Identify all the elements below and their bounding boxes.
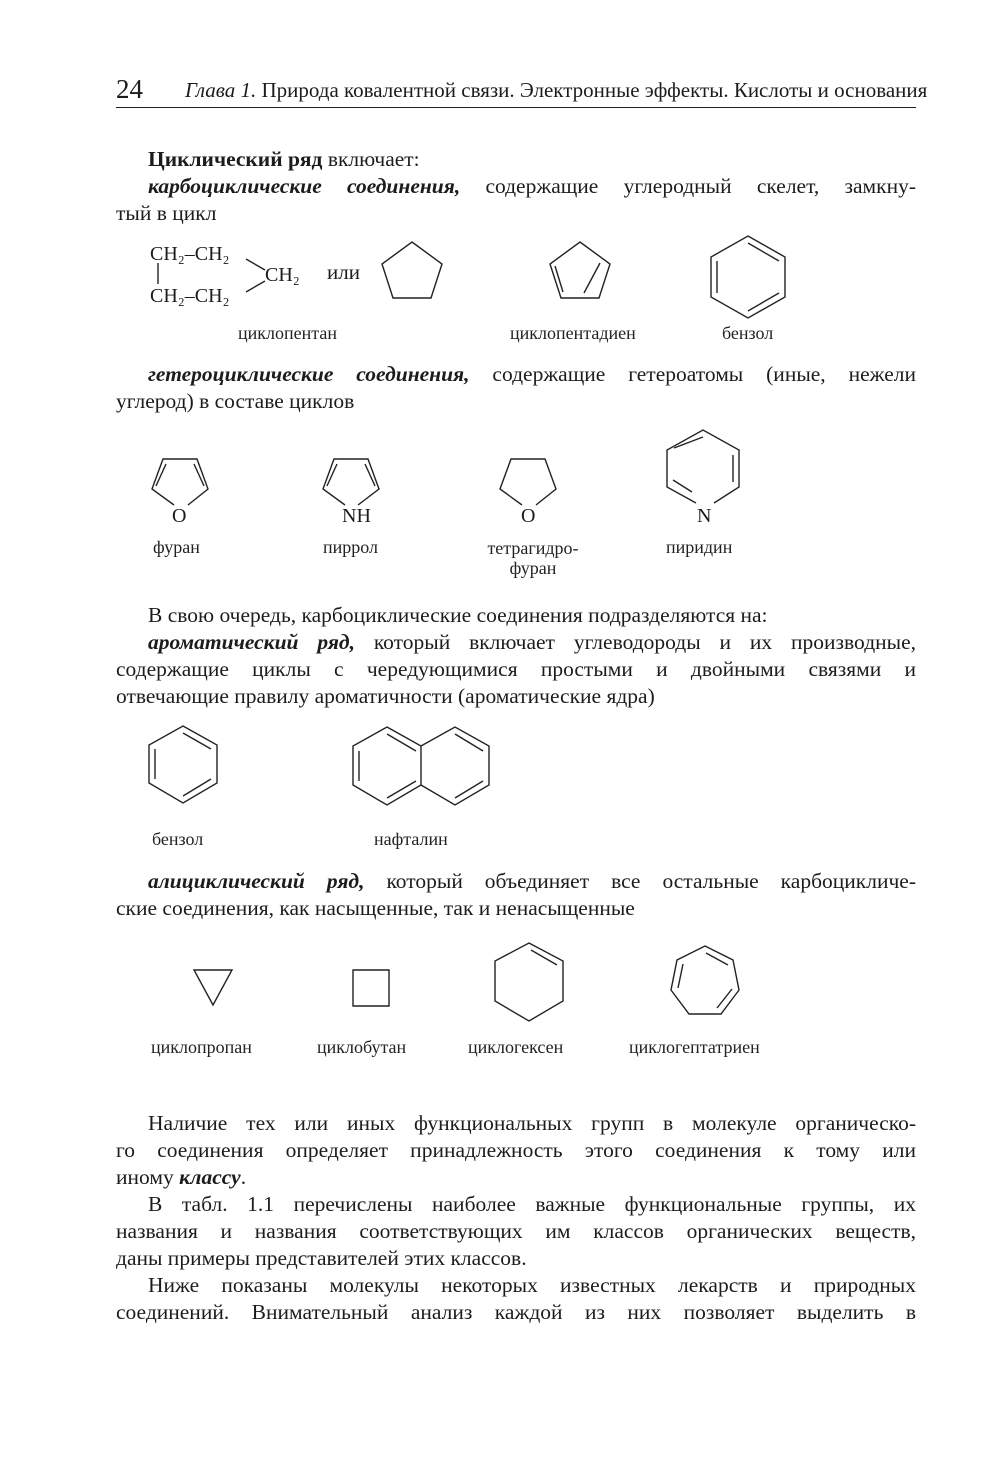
furan-o-label: O — [172, 505, 187, 527]
caption-naphthalene: нафталин — [374, 829, 448, 849]
caption-cyclobutane: циклобутан — [317, 1037, 407, 1057]
formula-right: CH₂ — [265, 264, 300, 286]
alicyclic-line2: ские соединения, как насыщенные, так и ненасыщенные — [116, 896, 635, 920]
heterocyclic-line2: углерод) в составе циклов — [116, 389, 355, 413]
caption-cyclopentane: циклопентан — [238, 323, 337, 343]
aromatic-line1: ароматический ряд, который включает углеводороды и их производные, — [148, 630, 916, 654]
naphthalene-structure — [353, 727, 489, 805]
thf-o-label: O — [521, 505, 536, 527]
alicyclic-line1: алициклический ряд, который объединяет все остальные карбоцикличе- — [148, 869, 916, 893]
below-line1: Ниже показаны молекулы некоторых известных лекарств и природных — [148, 1273, 916, 1297]
pyridine-n-label: N — [697, 505, 712, 527]
chapter-title: Природа ковалентной связи. Электронные эффекты. Кислоты и основания — [261, 78, 928, 102]
cyclobutane-ring — [353, 970, 389, 1006]
heterocyclic-line1: гетероциклические соединения, содержащие гетероатомы (иные, нежели — [148, 362, 916, 386]
or-word: или — [327, 260, 360, 284]
pyrrole-structure — [323, 459, 379, 527]
carbocyclic-term: карбоциклические соединения, — [148, 174, 461, 198]
carbocyclic-line2: тый в цикл — [116, 201, 217, 225]
subdivide-sentence: В свою очередь, карбоциклические соединения подразделяются на: — [148, 603, 768, 627]
cyclic-term: Циклический ряд — [148, 147, 323, 171]
pyridine-structure — [667, 430, 739, 527]
cycloheptatriene-structure — [671, 946, 739, 1014]
chapter-label: Глава 1. — [185, 78, 257, 102]
benzene-structure-top — [711, 236, 785, 318]
caption-cycloheptatriene: циклогептатриен — [629, 1037, 760, 1057]
functional-line1: Наличие тех или иных функциональных групп в молекуле органическо- — [148, 1111, 916, 1135]
caption-cyclohexene: циклогексен — [468, 1037, 564, 1057]
caption-benzene-top: бензол — [722, 323, 774, 343]
cyclopentane-ring — [382, 242, 442, 298]
caption-tetrahydrofuran: тетрагидро- фуран — [487, 538, 579, 578]
table-ref-line3: даны примеры представителей этих классов. — [116, 1246, 527, 1270]
caption-furan: фуран — [153, 537, 200, 557]
formula-bond-lower — [246, 281, 265, 292]
carbocyclic-line1: карбоциклические соединения, содержащие углеродный скелет, замкну- — [148, 174, 916, 198]
caption-cyclopropane: циклопропан — [151, 1037, 252, 1057]
heterocyclic-term: гетероциклические соединения, — [148, 362, 470, 386]
aromatic-line3: отвечающие правилу ароматичности (ароматические ядра) — [116, 684, 655, 708]
cyclopropane-ring — [194, 970, 232, 1005]
aromatic-line2: содержащие циклы с чередующимися простыми и двойными связями и — [116, 657, 916, 681]
caption-benzene-aromatic: бензол — [152, 829, 204, 849]
caption-pyrrole: пиррол — [323, 537, 379, 557]
caption-pyridine: пиридин — [666, 537, 733, 557]
aromatic-term: ароматический ряд, — [148, 630, 355, 654]
page-number: 24 — [116, 74, 143, 104]
table-ref-line1: В табл. 1.1 перечислены наиболее важные функциональные группы, их — [148, 1192, 916, 1216]
caption-cyclopentadiene: циклопентадиен — [510, 323, 636, 343]
furan-structure — [152, 459, 208, 527]
below-line2: соединений. Внимательный анализ каждой из них позволяет выделить в — [116, 1300, 916, 1324]
table-ref-line2: названия и названия соответствующих им классов органических веществ, — [116, 1219, 916, 1243]
class-term: классу — [179, 1165, 241, 1189]
cyclopentadiene-structure — [550, 242, 610, 298]
alicyclic-term: алициклический ряд, — [148, 869, 365, 893]
functional-line3: иному классу. — [116, 1165, 247, 1189]
pyrrole-nh-label: NH — [342, 505, 371, 527]
cyclohexene-structure — [495, 943, 563, 1021]
formula-bond-upper — [246, 259, 265, 270]
formula-top: CH₂–CH₂ — [150, 243, 230, 265]
cyclopentane-formula — [150, 243, 360, 307]
formula-bottom: CH₂–CH₂ — [150, 285, 230, 307]
tetrahydrofuran-structure — [500, 459, 556, 527]
functional-line2: го соединения определяет принадлежность этого соединения к тому или — [116, 1138, 916, 1162]
benzene-structure-aromatic — [149, 726, 217, 803]
cyclic-intro: Циклический ряд включает: — [148, 147, 420, 171]
